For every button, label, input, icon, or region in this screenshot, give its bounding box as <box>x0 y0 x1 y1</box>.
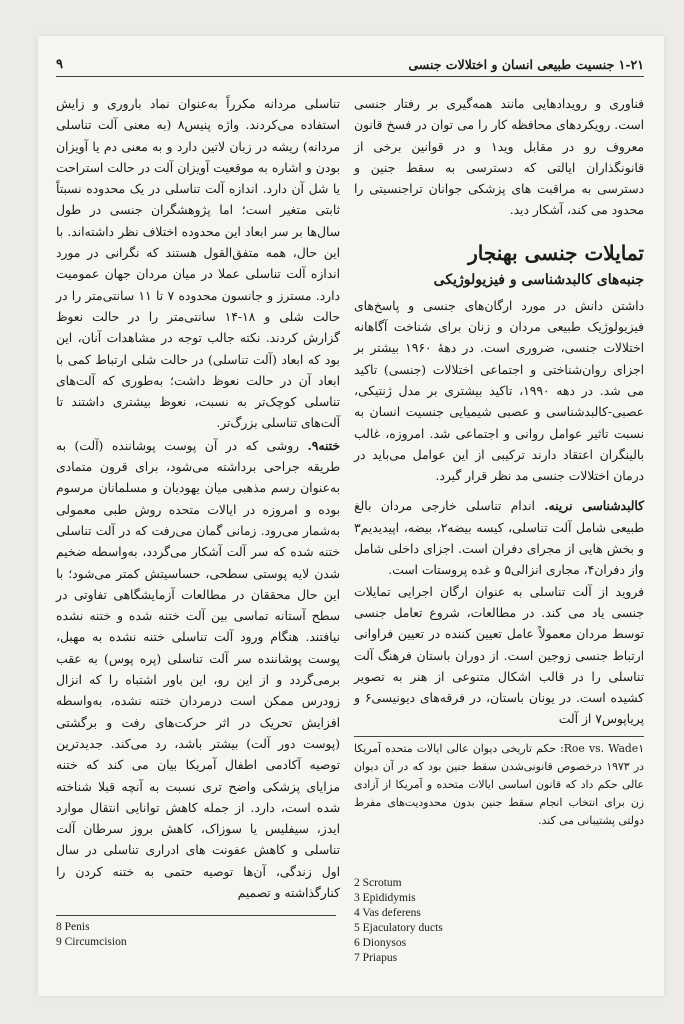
footnotes-left-list <box>56 920 256 950</box>
section-heading: تمایلات جنسی بهنجار <box>468 240 644 265</box>
footnote-item: 4 Vas deferens <box>354 907 421 919</box>
circumcision-text: روشی که در آن پوست پوشاننده (آلت) به طریقه جراحی برداشته می‌شود، برای قرون متمادی به‌عنوان رسم مذهبی میان یهودیان و مسلمانان مرسوم بوده و امروزه در ایالات متحده روش طبی معمولی به‌شمار می‌رود. زمانی گمان می‌رفت که در آلت تناسلی ختنه شده که سر آلت آشکار می‌گردد، به‌واسطه ضخیم شدن لایه پوستی سطحی، حساسیتش کمتر می‌شود؛ با این حال محققان در مطالعات آزمایشگاهی تفاوتی در سطح آستانه تماسی بین آلت ختنه شده و ختنه نشده نیافتند. هنگام ورود آلت تناسلی ختنه نشده به مهبل، پوست پوشاننده سر آلت تناسلی (پره پوس) به عقب برمی‌گردد و از این رو، این باور اشتباه را که انزال زودرس ممکن است درمردان ختنه نشده، به‌واسطه افزایش تحریک در اثر حرکت‌های رفت و برگشتی (پوست دور آلت) بیشتر باشد، رد می‌کند. جدیدترین توصیه آکادمی اطفال آمریکا بیان می کند که ختنه مزایای پزشکی واضح تری نسبت به آنچه قبلا شناخته شده است، دارد. از جمله کاهش توانایی انتقال موارد ایدز، سیفلیس یا سوزاک، کاهش بروز سرطان آلت تناسلی و کاهش عفونت های ادراری تناسلی در سال اول زندگی، آن‌ها توصیه حتمی به ختنه کردن را کنارگذاشته و تصمیم <box>56 438 340 900</box>
male-anatomy-text: اندام تناسلی خارجی مردان بالغ طبیعی شامل آلت تناسلی، کیسه بیضه۲، بیضه، اپیدیدیم۳ و بخش هایی از مجرای دفران است. اجزای داخلی شامل واز دفران۴، مجاری انزالی۵ و غده پروستات است. <box>354 499 644 578</box>
footnote-roe-wade: Roe vs. Wade۱: حکم تاریخی دیوان عالی ایالات متحده آمریکا در ۱۹۷۳ درخصوص قانونی‌شدن سقط جنین بود که در آن دیوان عالی حکم داد که قانون اساسی ایالات متحده و آمریکا از آزادی زن برای انتخاب انجام سقط جنین بدون محدودیت‌های مفرط دولتی پشتیبانی می کند. <box>354 742 644 827</box>
freud-paragraph: فروید از آلت تناسلی به عنوان ارگان اجرایی تمایلات جنسی یاد می کند. در مطالعات، شروع تعامل جنسی توسط مردان معمولاً عامل تعیین کننده در تعیین فراوانی ارتباط جنسی زوجین است. از دوران باستان فرهنگ آلت تناسلی را در قالب اشکال متنوعی از هنر به تصویر کشیده است. در یونان باستان، در فرقه‌های دیونیسی۶ و پریاپوس۷ از آلت <box>354 584 644 727</box>
section-subheading: جنبه‌های کالبدشناسی و فیزیولوژیکی <box>433 271 644 288</box>
penis-paragraph: تناسلی مردانه مکرراً به‌عنوان نماد باروری و زایش استفاده می‌کردند. واژه پنیس۸ (به معنی آلت تناسلی مردانه) ریشه در زبان لاتین دارد و به معنی دم یا آویزان بودن و اشاره به موقعیت آویزان آلت در حالت استراحت یا شل آن دارد. اندازه آلت تناسلی در یک محدوده نسبتاً ثابتی متغیر است؛ اما پژوهشگران جنسی در طول سال‌ها بر سر ابعاد این محدوده اختلاف نظر داشته‌اند. با این حال، همه متفق‌القول هستند که نگرانی در مورد اندازه آلت تناسلی عملا در میان مردان جهان عمومیت دارد. مسترز و جانسون محدوده ۷ تا ۱۱ سانتی‌متر را در حالت شلی و ۱۸-۱۴ سانتی‌متر را در حالت نعوظ گزارش کردند. نکته جالب توجه در مشاهدات آنان، این بود که ابعاد (آلت تناسلی) در حالت شلی ارتباط کمی با ابعاد آن در حالت نعوظ داشت؛ به‌طوری که آلت‌های تناسلی کوچک‌تر به نسبت، نعوظ بیشتری داشتند تا آلت‌های تناسلی بزرگ‌تر. <box>56 97 341 431</box>
footnote-divider-right <box>354 736 644 737</box>
page-number: ۹ <box>56 56 63 72</box>
footnote-item: 2 Scrotum <box>354 877 402 889</box>
footnote-item: 3 Epididymis <box>354 892 416 904</box>
footnote-item: 7 Priapus <box>354 952 398 964</box>
footnote-item: 6 Dionysos <box>354 937 407 949</box>
footnote-item: 9 Circumcision <box>56 936 127 948</box>
footnotes-right-list <box>354 876 554 966</box>
footnote-item: 5 Ejaculatory ducts <box>354 922 443 934</box>
footnote-divider-left <box>56 915 336 916</box>
anatomy-paragraph: داشتن دانش در مورد ارگان‌های جنسی و پاسخ‌های فیزیولوژیک طبیعی مردان و زنان برای شناخت آگاهانه اختلالات جنسی، ضروری است. در دههٔ ۱۹۶۰ بیشتر بر اجزای روان‌شناختی و اجتماعی اختلالات (جنسی) تاکید می شد. در دهه ۱۹۹۰، تاکید بیشتری بر مدل ژنتیکی، عصبی-کالبدشناسی و عصبی شیمیایی جنسیت انسان به نسبت تاثیر عوامل روانی و اجتماعی شد. امروزه، غالب بالینگران اعتقاد دارند ترکیبی از این عوامل می‌باید در درمان اختلالات جنسی مد نظر قرار گیرد. <box>354 298 644 484</box>
left-column <box>56 94 340 904</box>
circumcision-runin-heading: ختنه۹. <box>307 437 340 453</box>
running-header <box>56 52 644 77</box>
male-anatomy-runin-heading: کالبدشناسی نرینه. <box>544 498 645 514</box>
right-column <box>354 94 644 731</box>
footnote-item: 8 Penis <box>56 921 90 933</box>
male-anatomy-paragraph <box>354 495 644 581</box>
chapter-title: ۱-۲۱ جنسیت طبیعی انسان و اختلالات جنسی <box>408 56 644 72</box>
intro-paragraph: فناوری و رویدادهایی مانند همه‌گیری بر رفتار جنسی است. رویکردهای محافظه کار را می توان در فسخ قانون معروف رو در مقابل وید۱ و در قوانین برخی از قانونگذاران ایالتی که دسترسی به سقط جنین و دسترسی به مراقبت های پزشکی جوانان تراجنسیتی را محدود می کند، آشکار دید. <box>354 97 645 218</box>
circumcision-paragraph <box>56 435 340 905</box>
